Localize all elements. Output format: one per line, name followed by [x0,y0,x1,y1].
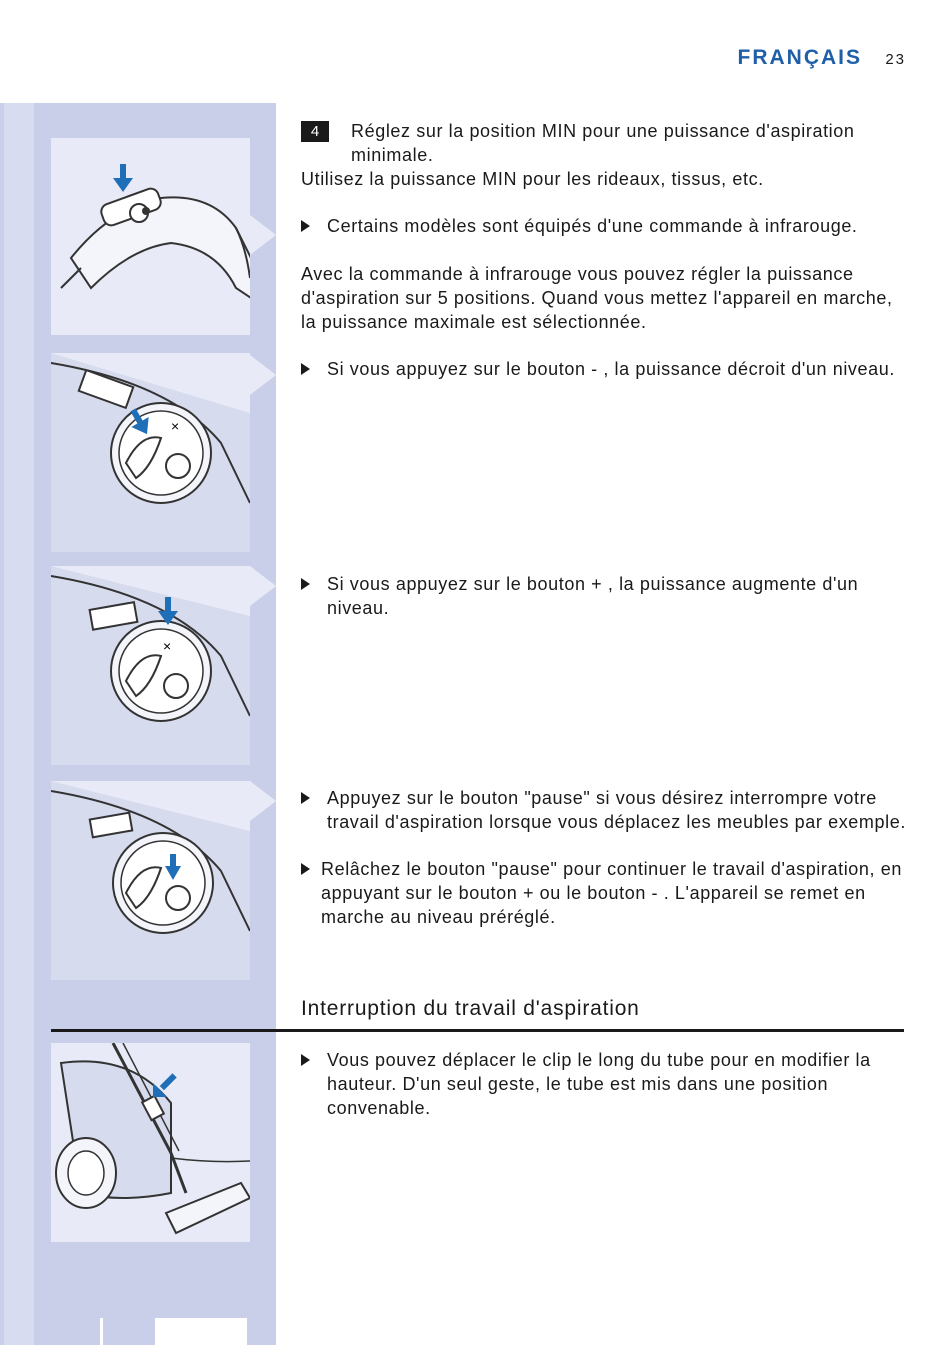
bullet-item-plus: Si vous appuyez sur le bouton + , la puissance augmente d'un niveau. [301,572,911,620]
bullet-triangle-icon [301,792,310,804]
bullet-triangle-icon [301,220,310,232]
bullet-item-infrared: Certains modèles sont équipés d'une commande à infrarouge. [301,214,911,238]
bullet-item-release: Relâchez le bouton "pause" pour continuer le travail d'aspiration, en appuyant sur le bouton + ou le bouton - . L'appareil se remet en marche au niveau préréglé. [301,857,911,929]
sidebar-stripe [4,103,34,1345]
language-header: FRANÇAIS [737,46,862,69]
panel-notch [250,355,276,395]
infrared-paragraph: Avec la commande à infrarouge vous pouvez régler la puissance d'aspiration sur 5 positions. Quand vous mettez l'appareil en marche, la puissance maximale est sélectionnée. [301,264,893,332]
bullet-item-pause: Appuyez sur le bouton "pause" si vous désirez interrompre votre travail d'aspiration lorsque vous déplacez les meubles par exemple. [301,786,911,834]
down-arrow-icon [158,597,178,625]
illustration-remote-plus [51,566,250,765]
section-divider [51,1029,904,1032]
bullet-item-minus: Si vous appuyez sur le bouton - , la puissance décroit d'un niveau. [301,357,911,381]
illustration-remote-minus [51,353,250,552]
footer-block [155,1318,247,1345]
down-arrow-icon [130,408,150,436]
bullet-triangle-icon [301,363,310,375]
bullet-item-clip: Vous pouvez déplacer le clip le long du tube pour en modifier la hauteur. D'un seul geste, le tube est mis dans une position convenable. [301,1048,911,1120]
footer-block [100,1318,103,1345]
bullet-triangle-icon [301,863,310,875]
bullet-triangle-icon [301,1054,310,1066]
step-text: Réglez sur la position MIN pour une puissance d'aspiration minimale. [351,121,855,165]
panel-notch [250,781,276,821]
step-note: Utilisez la puissance MIN pour les rideaux, tissus, etc. [301,169,764,189]
svg-text:×: × [171,418,180,434]
page-number: 23 [885,51,906,68]
illustration-handle-switch [51,138,250,335]
down-arrow-icon [165,854,181,880]
section-title: Interruption du travail d'aspiration [301,997,640,1020]
down-arrow-icon [113,164,133,192]
illustration-remote-pause [51,781,250,980]
down-arrow-icon [151,1073,177,1099]
bullet-triangle-icon [301,578,310,590]
step-number-badge: 4 [301,121,329,142]
panel-notch [250,566,276,606]
panel-notch [250,215,276,255]
svg-text:×: × [163,638,172,654]
